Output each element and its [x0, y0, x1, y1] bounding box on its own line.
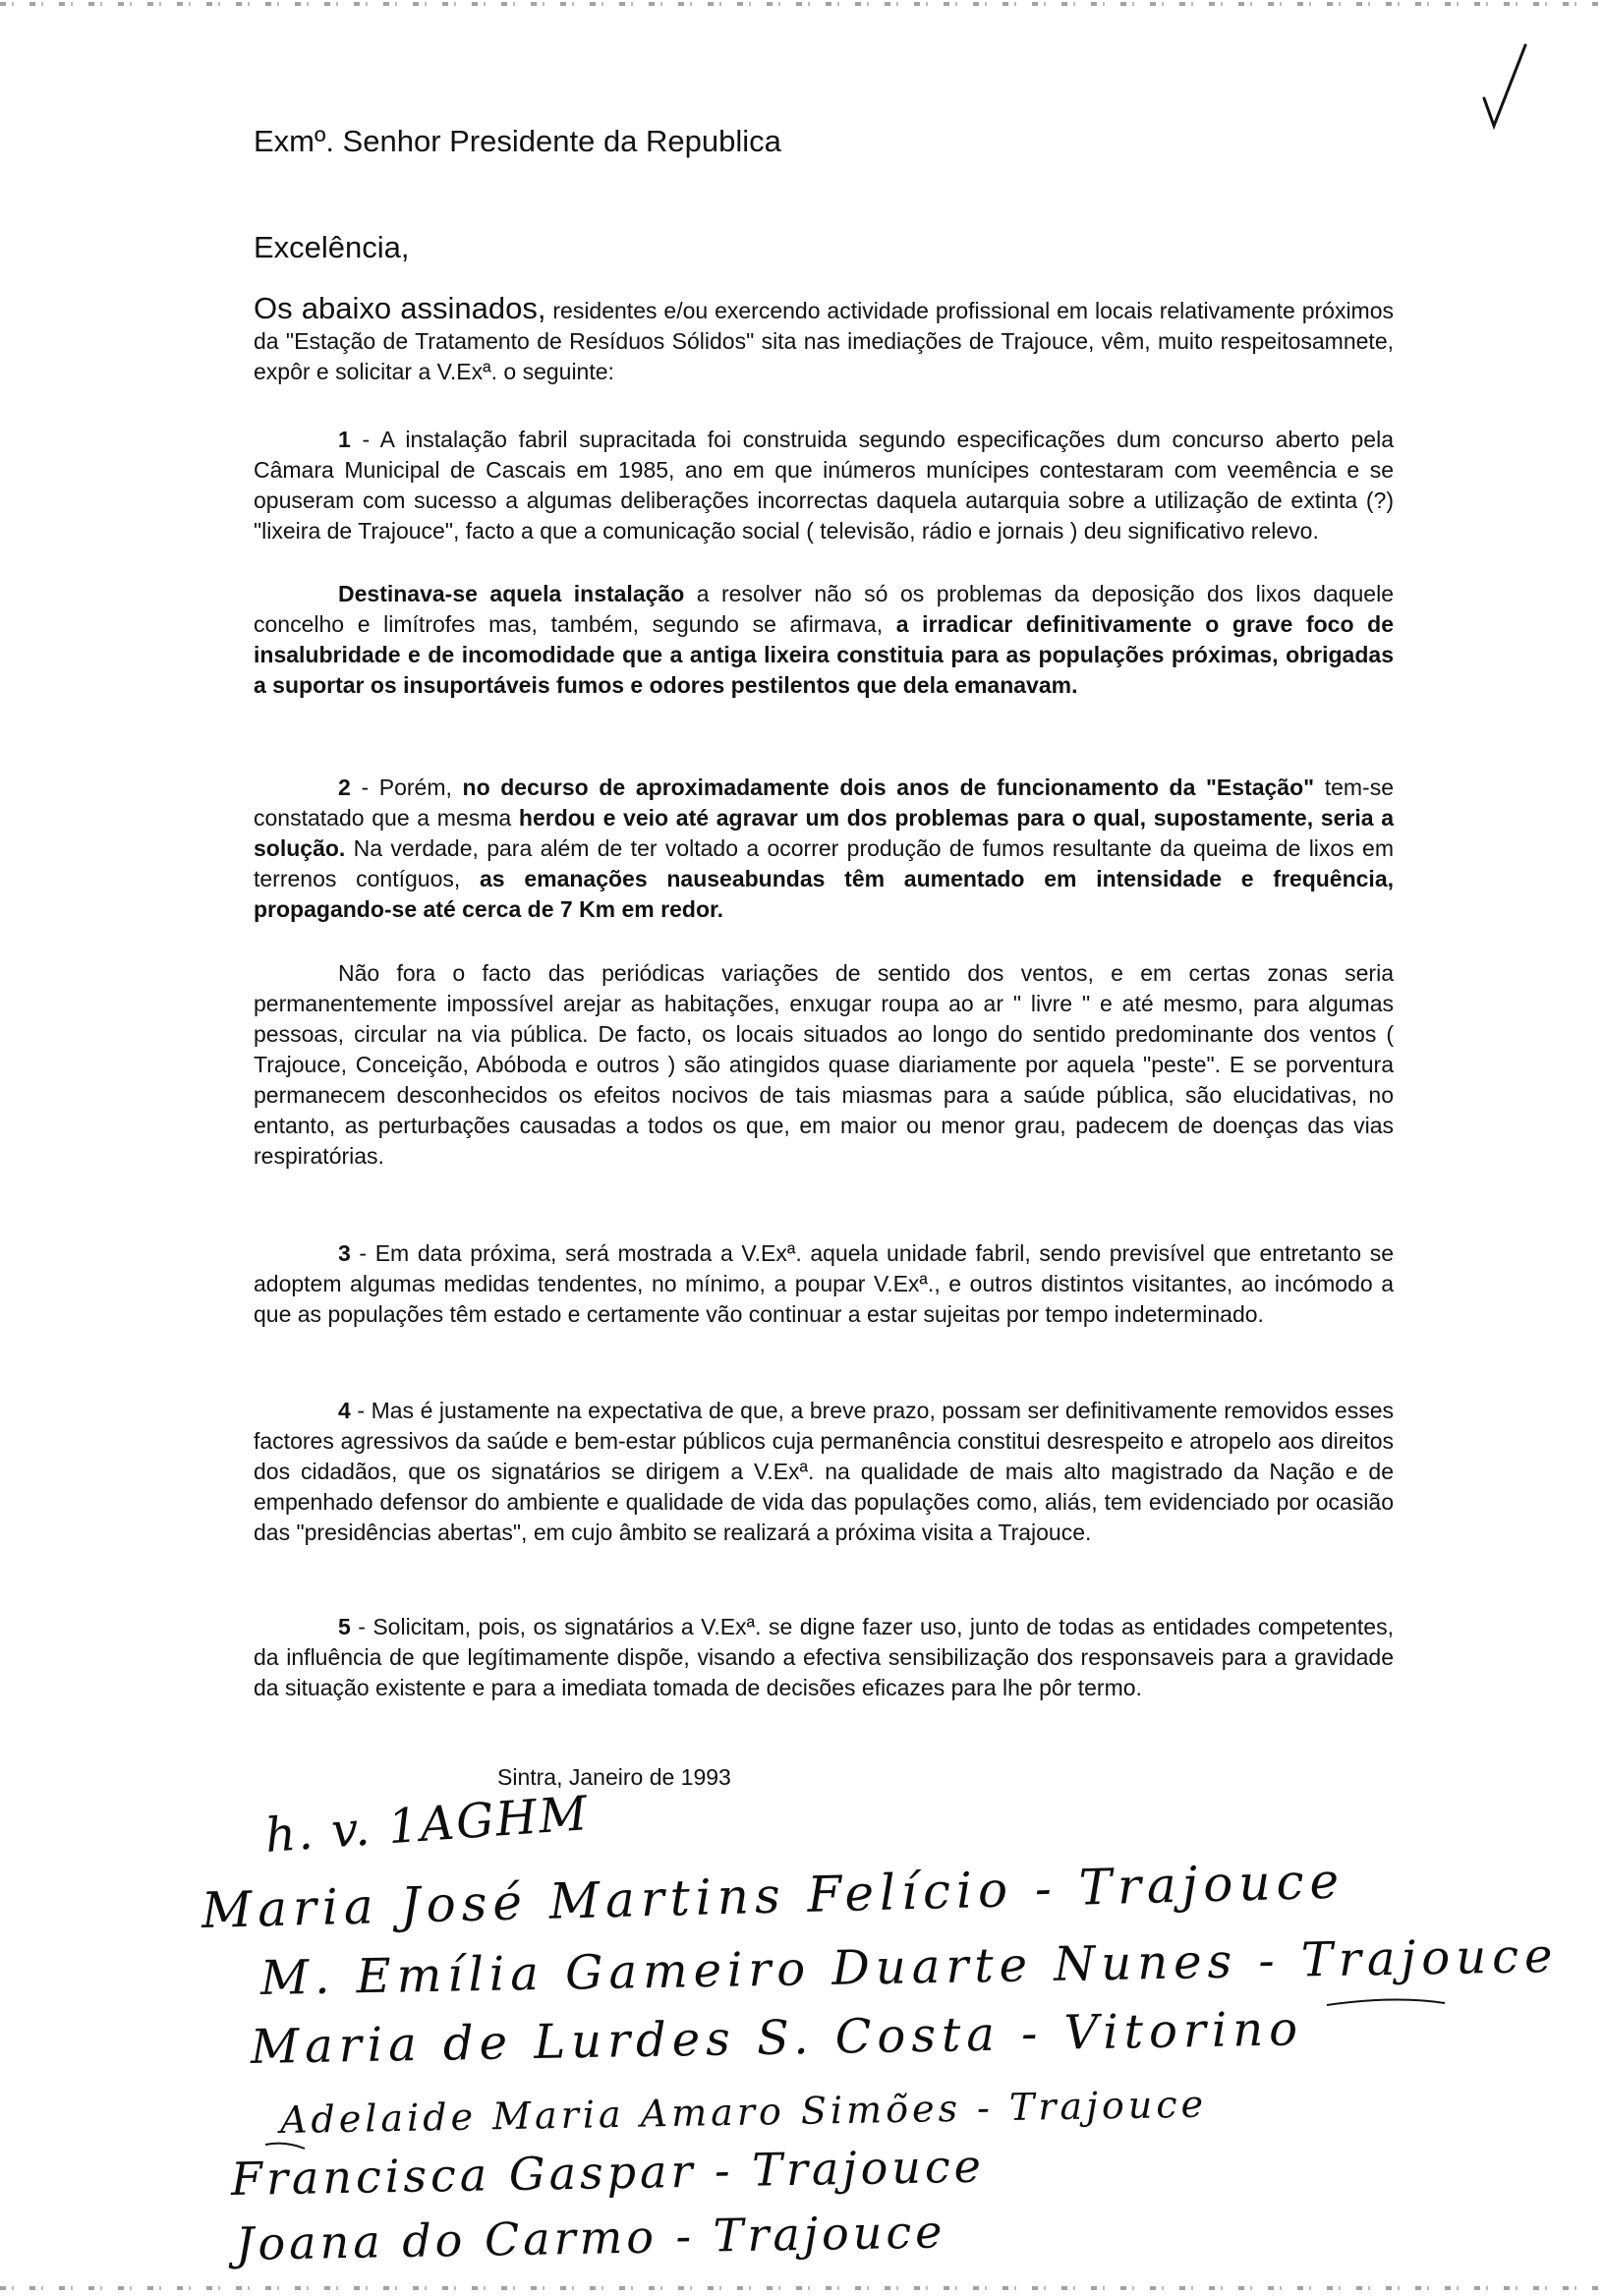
paragraph-4	[254, 1396, 1394, 1548]
signature-3: Maria de Lurdes S. Costa - Vitorino	[250, 2001, 1304, 2075]
paragraph-2-bold-3: as emanações nauseabundas têm aumentado em intensidade e frequência, propagando-se até cerca de 7 Km em redor.	[254, 866, 1394, 922]
paragraph-4-number: 4	[338, 1398, 351, 1423]
paragraph-5	[254, 1612, 1394, 1703]
salutation: Exmº. Senhor Presidente da Republica	[254, 124, 781, 158]
paragraph-4-text: - Mas é justamente na expectativa de que, a breve prazo, possam ser definitivamente removidos esses factores agressivos da saúde e bem-estar públicos cuja permanência constitui desrespeito e atropelo aos direitos dos cidadãos, que os signatários se dirigem a V.Exª. na qualidade de mais alto magistrado da Nação e de empenhado defensor do ambiente e qualidade de vida das populações como, aliás, tem evidenciado por ocasião das "presidências abertas", em cujo âmbito se realizará a próxima visita a Trajouce.	[254, 1398, 1394, 1545]
signature-5: Francisca Gaspar - Trajouce	[230, 2139, 986, 2206]
paragraph-3	[254, 1238, 1394, 1330]
signature-1: Maria José Martins Felício - Trajouce	[200, 1852, 1346, 1939]
greeting: Excelência,	[254, 230, 410, 264]
paragraph-3-text: - Em data próxima, será mostrada a V.Exª. aquela unidade fabril, sendo previsível que entretanto se adoptem algumas medidas tendentes, no mínimo, a poupar V.Exª., e outros distintos visitantes, ao incómodo a que as populações têm estado e certamente vão continuar a estar sujeitas por tempo indeterminado.	[254, 1240, 1394, 1327]
paragraph-1-number: 1	[338, 427, 351, 452]
paragraph-2	[254, 773, 1394, 925]
signature-2: M. Emília Gameiro Duarte Nunes - Trajouce	[259, 1927, 1559, 2006]
paragraph-2-bold-2: herdou e veio até agravar um dos problemas para o qual, supostamente, seria a solução.	[254, 805, 1394, 861]
scan-edge-bottom	[0, 2286, 1604, 2290]
paragraph-1-continuation	[254, 579, 1394, 701]
intro-text: residentes e/ou exercendo actividade profissional em locais relativamente próximos da "Estação de Tratamento de Resíduos Sólidos" sita nas imediações de Trajouce, vêm, muito respeitosamnete, expôr e solicitar a V.Exª. o seguinte:	[254, 298, 1394, 384]
paragraph-2-continuation: Não fora o facto das periódicas variações de sentido dos ventos, e em certas zonas seria permanentemente impossível arejar as habitações, enxugar roupa ao ar " livre " e até mesmo, para algumas pessoas, circular na via pública. De facto, os locais situados ao longo do sentido predominante dos ventos ( Trajouce, Conceição, Abóboda e outros ) são atingidos quase diariamente por aquela "peste". E se porventura permanecem desconhecidos os efeitos nocivos de tais miasmas para a saúde pública, são elucidativas, no entanto, as perturbações causadas a todos os que, em maior ou menor grau, padecem de doenças das vias respiratórias.	[254, 960, 1394, 1169]
paragraph-5-text: - Solicitam, pois, os signatários a V.Exª. se digne fazer uso, junto de todas as entidades competentes, da influência de que legítimamente dispõe, visando a efectiva sensibilização dos responsaveis para a gravidade da situação existente e para a imediata tomada de decisões eficazes para lhe pôr termo.	[254, 1614, 1394, 1700]
place-date: Sintra, Janeiro de 1993	[497, 1764, 731, 1790]
paragraph-1-cont-bold-2: a irradicar definitivamente o grave foco de insalubridade e de incomodidade que a antiga lixeira constituia para as populações próximas, obrigadas a suportar os insuportáveis fumos e odores pestilentos que dela emanavam.	[254, 611, 1394, 698]
intro-lead: Os abaixo assinados,	[254, 291, 546, 325]
paragraph-5-number: 5	[338, 1614, 351, 1639]
handwritten-annotation: h. v. 1AGHM	[263, 1786, 592, 1864]
paragraph-2-text-2: tem-se constatado que a mesma	[254, 775, 1394, 831]
paragraph-1-cont-bold-1: Destinava-se aquela instalação	[338, 581, 685, 606]
intro-paragraph	[254, 293, 1394, 387]
signature-4: Adelaide Maria Amaro Simões - Trajouce	[279, 2082, 1208, 2142]
paragraph-1-text: - A instalação fabril supracitada foi construida segundo especificações dum concurso aberto pela Câmara Municipal de Cascais em 1985, ano em que inúmeros munícipes contestaram com veemência e se opuseram com sucesso a algumas deliberações incorrectas daquela autarquia sobre a utilização de extinta (?) "lixeira de Trajouce", facto a que a comunicação social ( televisão, rádio e jornais ) deu significativo relevo.	[254, 427, 1394, 544]
paragraph-1	[254, 425, 1394, 546]
paragraph-2-text-1: - Porém,	[350, 775, 463, 800]
paragraph-2-bold-1: no decurso de aproximadamente dois anos de funcionamento da "Estação"	[462, 775, 1315, 800]
paragraph-1-cont-text-1: a resolver não só os problemas da deposição dos lixos daquele concelho e limítrofes mas, também, segundo se afirmava,	[254, 581, 1394, 637]
paragraph-2-number: 2	[338, 775, 351, 800]
signature-6: Joana do Carmo - Trajouce	[235, 2205, 946, 2270]
check-mark-icon	[1464, 39, 1533, 138]
paragraph-3-number: 3	[338, 1240, 351, 1266]
scan-edge-top	[0, 2, 1604, 6]
paragraph-2-text-3: Na verdade, para além de ter voltado a ocorrer produção de fumos resultante da queima de lixos em terrenos contíguos,	[254, 835, 1394, 891]
